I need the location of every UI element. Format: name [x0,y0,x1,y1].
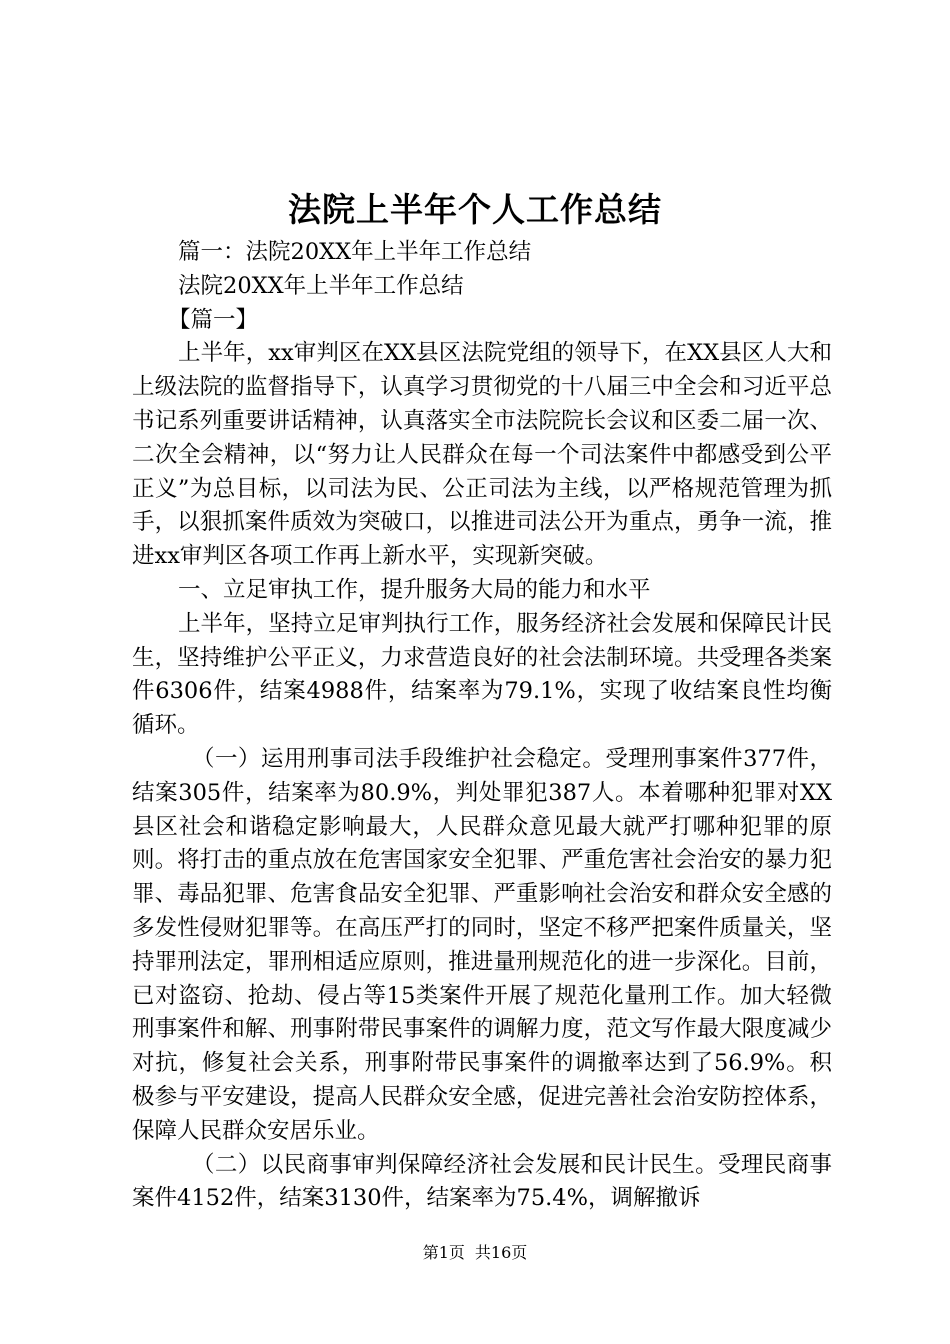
section-heading: 一、立足审执工作，提升服务大局的能力和水平 [178,576,651,603]
page-number: 第1页 [422,1243,465,1262]
paragraph: （一）运用刑事司法手段维护社会稳定。受理刑事案件377件，结案305件，结案率为80.9%，判处罪犯387人。本着哪种犯罪对XX县区社会和谐稳定影响最大，人民群众意见最大就严打哪种犯罪的原则。将打击的重点放在危害国家安全犯罪、严重危害社会治安的暴力犯罪、毒品犯罪、危害食品安全犯罪、严重影响社会治安和群众安全感的多发性侵财犯罪等。在高压严打的同时，坚定不移严把案件质量关，坚持罪刑法定，罪刑相适应原则，推进量刑规范化的进一步深化。目前，已对盗窃、抢劫、侵占等15类案件开展了规范化量刑工作。加大轻微刑事案件和解、刑事附带民事案件的调解力度，范文写作最大限度减少对抗，修复社会关系，刑事附带民事案件的调撤率达到了56.9%。积极参与平安建设，提高人民群众安全感，促进完善社会治安防控体系，保障人民群众安居乐业。 [132,745,832,1144]
paragraph: （二）以民商事审判保障经济社会发展和民计民生。受理民商事案件4152件，结案3130件，结案率为75.4%，调解撤诉 [132,1151,832,1212]
page-total: 共16页 [474,1243,528,1262]
document-title: 法院上半年个人工作总结 [288,190,662,229]
section-tag: 【篇一】 [168,306,259,333]
page-footer [0,1242,950,1264]
subtitle-line: 篇一：法院20XX年上半年工作总结 [178,239,532,265]
paragraph: 上半年，坚持立足审判执行工作，服务经济社会发展和保障民计民生，坚持维护公平正义，力求营造良好的社会法制环境。共受理各类案件6306件，结案4988件，结案率为79.1%，实现了收结案良性均衡循环。 [132,610,832,739]
paragraph: 上半年，xx审判区在XX县区法院党组的领导下，在XX县区人大和上级法院的监督指导下，认真学习贯彻党的十八届三中全会和习近平总书记系列重要讲话精神，认真落实全市法院院长会议和区委二届一次、二次全会精神，以“努力让人民群众在每一个司法案件中都感受到公平正义”为总目标，以司法为民、公正司法为主线，以严格规范管理为抓手，以狠抓案件质效为突破口，以推进司法公开为重点，勇争一流，推进xx审判区各项工作再上新水平，实现新突破。 [132,340,832,570]
subtitle-line: 法院20XX年上半年工作总结 [178,272,464,299]
document-body [132,236,832,1216]
